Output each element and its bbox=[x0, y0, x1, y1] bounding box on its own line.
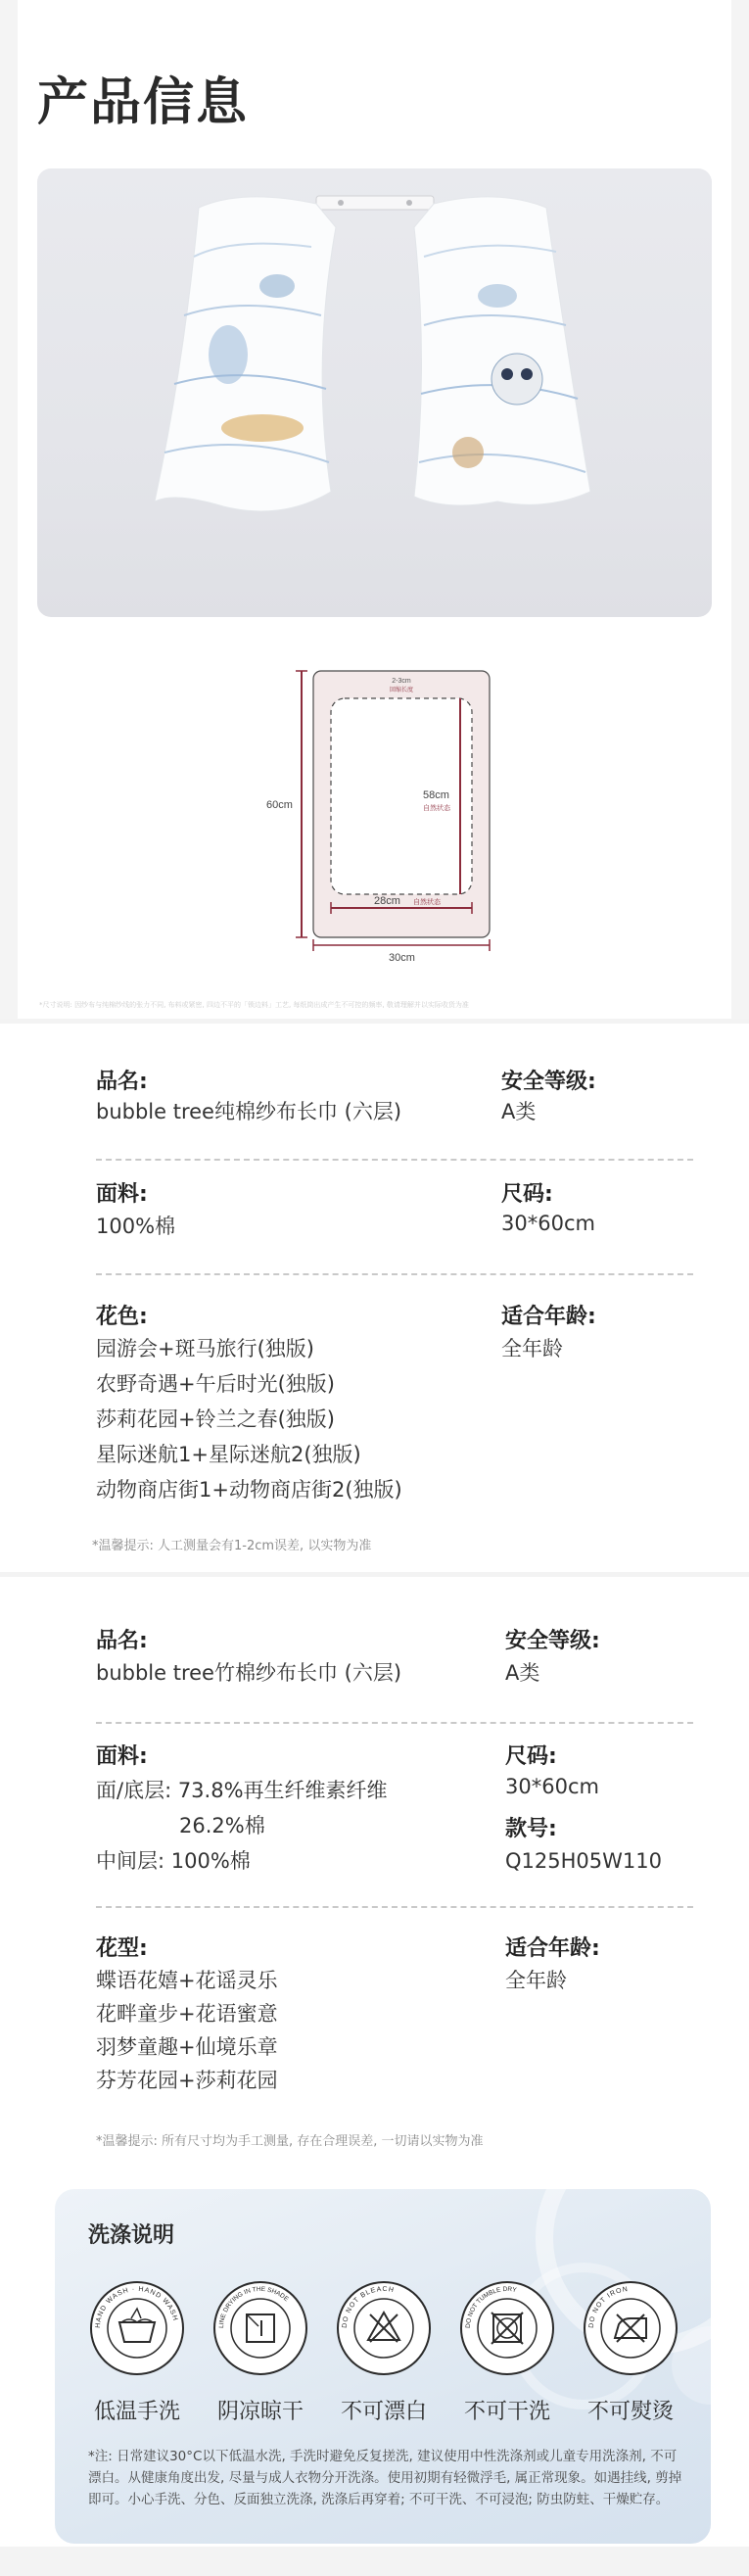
no-iron-icon bbox=[582, 2279, 679, 2377]
wash-label: 阴凉晾干 bbox=[216, 2400, 304, 2424]
safety-label: 安全等级: bbox=[505, 1629, 600, 1653]
page-title: 产品信息 bbox=[37, 73, 250, 132]
name-label: 品名: bbox=[96, 1629, 148, 1653]
wash-instructions-card bbox=[55, 2189, 711, 2544]
age-label: 适合年龄: bbox=[501, 1305, 596, 1329]
width-28-label: 28cm bbox=[374, 895, 400, 907]
fabric-line: 中间层: 100%棉 bbox=[96, 1849, 251, 1873]
product-spec-card-1 bbox=[18, 1024, 731, 1572]
fabric-line: 26.2%棉 bbox=[179, 1814, 265, 1837]
towel-illustration bbox=[37, 168, 712, 617]
sku-value: Q125H05W110 bbox=[505, 1849, 662, 1873]
shade-dry-icon bbox=[211, 2279, 309, 2377]
right-margin-band bbox=[731, 0, 749, 1019]
hand-wash-icon bbox=[88, 2279, 186, 2377]
fabric-value: 100%棉 bbox=[96, 1215, 176, 1238]
shrink-label: 2-3cm bbox=[392, 678, 411, 685]
svg-text:DO NOT IRON: DO NOT IRON bbox=[587, 2285, 630, 2329]
svg-text:LINE DRYING IN THE SHADE: LINE DRYING IN THE SHADE bbox=[217, 2285, 290, 2329]
wash-label: 低温手洗 bbox=[93, 2400, 180, 2424]
shrink-caption: 回缩长度 bbox=[389, 688, 414, 693]
sku-label: 款号: bbox=[505, 1817, 557, 1841]
age-label: 适合年龄: bbox=[505, 1936, 600, 1961]
page-footer-band bbox=[0, 2547, 749, 2576]
divider bbox=[96, 1906, 693, 1908]
divider bbox=[96, 1273, 693, 1275]
divider bbox=[96, 1722, 693, 1724]
pattern-item: 花畔童步+花语蜜意 bbox=[96, 2002, 278, 2026]
left-margin-band bbox=[0, 0, 18, 1019]
pattern-label: 花型: bbox=[96, 1936, 148, 1961]
safety-label: 安全等级: bbox=[501, 1070, 596, 1094]
pattern-item: 莎莉花园+铃兰之春(独版) bbox=[96, 1407, 335, 1431]
size-value: 30*60cm bbox=[501, 1212, 595, 1235]
wash-title: 洗涤说明 bbox=[88, 2223, 175, 2248]
svg-text:DO NOT TUMBLE DRY: DO NOT TUMBLE DRY bbox=[464, 2285, 518, 2329]
wash-label: 不可干洗 bbox=[463, 2400, 550, 2424]
fabric-line: 面/底层: 73.8%再生纤维素纤维 bbox=[96, 1779, 388, 1802]
wash-label: 不可熨烫 bbox=[586, 2400, 674, 2424]
pattern-item: 园游会+斑马旅行(独版) bbox=[96, 1337, 314, 1360]
product-spec-card-2 bbox=[18, 1577, 731, 2184]
svg-text:HAND WASH · HAND WASH: HAND WASH · HAND WASH bbox=[94, 2285, 179, 2329]
pattern-item: 星际迷航1+星际迷航2(独版) bbox=[96, 1443, 361, 1466]
size-value: 30*60cm bbox=[505, 1775, 599, 1798]
width-28-caption: 自然状态 bbox=[413, 899, 441, 906]
no-bleach-icon bbox=[335, 2279, 433, 2377]
product-photo bbox=[37, 168, 712, 617]
pattern-item: 芬芳花园+莎莉花园 bbox=[96, 2069, 278, 2092]
height-58-label: 58cm bbox=[423, 789, 449, 801]
fabric-label: 面料: bbox=[96, 1744, 148, 1769]
size-diagram bbox=[227, 651, 521, 965]
size-label: 尺码: bbox=[505, 1744, 557, 1769]
measurement-tip: *温馨提示: 人工测量会有1-2cm误差, 以实物为准 bbox=[92, 1539, 372, 1553]
pattern-item: 羽梦童趣+仙境乐章 bbox=[96, 2035, 278, 2059]
safety-value: A类 bbox=[505, 1661, 540, 1685]
name-value: bubble tree竹棉纱布长巾 (六层) bbox=[96, 1661, 402, 1685]
svg-text:DO NOT BLEACH: DO NOT BLEACH bbox=[341, 2285, 396, 2329]
pattern-label: 花色: bbox=[96, 1305, 148, 1329]
towel-inner-outline bbox=[331, 698, 472, 894]
safety-value: A类 bbox=[501, 1100, 537, 1123]
fabric-label: 面料: bbox=[96, 1182, 148, 1207]
pattern-item: 农野奇遇+午后时光(独版) bbox=[96, 1372, 335, 1396]
height-58-caption: 自然状态 bbox=[423, 805, 450, 812]
age-value: 全年龄 bbox=[501, 1337, 563, 1360]
width-30-label: 30cm bbox=[389, 952, 415, 964]
size-label: 尺码: bbox=[501, 1182, 553, 1207]
age-value: 全年龄 bbox=[505, 1969, 567, 1992]
pattern-item: 蝶语花嬉+花谣灵乐 bbox=[96, 1969, 278, 1992]
name-label: 品名: bbox=[96, 1070, 148, 1094]
pattern-item: 动物商店街1+动物商店街2(独版) bbox=[96, 1478, 402, 1502]
wash-note: *注: 日常建议30°C以下低温水洗, 手洗时避免反复搓洗, 建议使用中性洗涤剂或儿童专用洗涤剂, 不可漂白。从健康角度出发, 尽量与成人衣物分开洗涤。使用初期有轻微浮毛, 属正常现象。如遇挂线, 剪掉即可。小心手洗、分色、反面独立洗涤, 洗涤后再穿着; 不可干洗、不可浸泡; 防虫防蛀、干燥贮存。 bbox=[88, 2449, 682, 2507]
wash-label: 不可漂白 bbox=[340, 2400, 427, 2424]
no-dry-clean-icon bbox=[458, 2279, 556, 2377]
measurement-tip: *温馨提示: 所有尺寸均为手工测量, 存在合理误差, 一切请以实物为准 bbox=[96, 2134, 484, 2149]
height-60-label: 60cm bbox=[266, 799, 293, 811]
divider bbox=[96, 1159, 693, 1161]
size-disclaimer: *尺寸说明: 因纱布与纯棉纱线的张力不同, 布料或紧密, 四边不平的「锁边料」工艺, 每纸筒出成产生不可控的频率, 敬请理解并以实际收货为准 bbox=[39, 1001, 469, 1009]
name-value: bubble tree纯棉纱布长巾 (六层) bbox=[96, 1100, 402, 1123]
